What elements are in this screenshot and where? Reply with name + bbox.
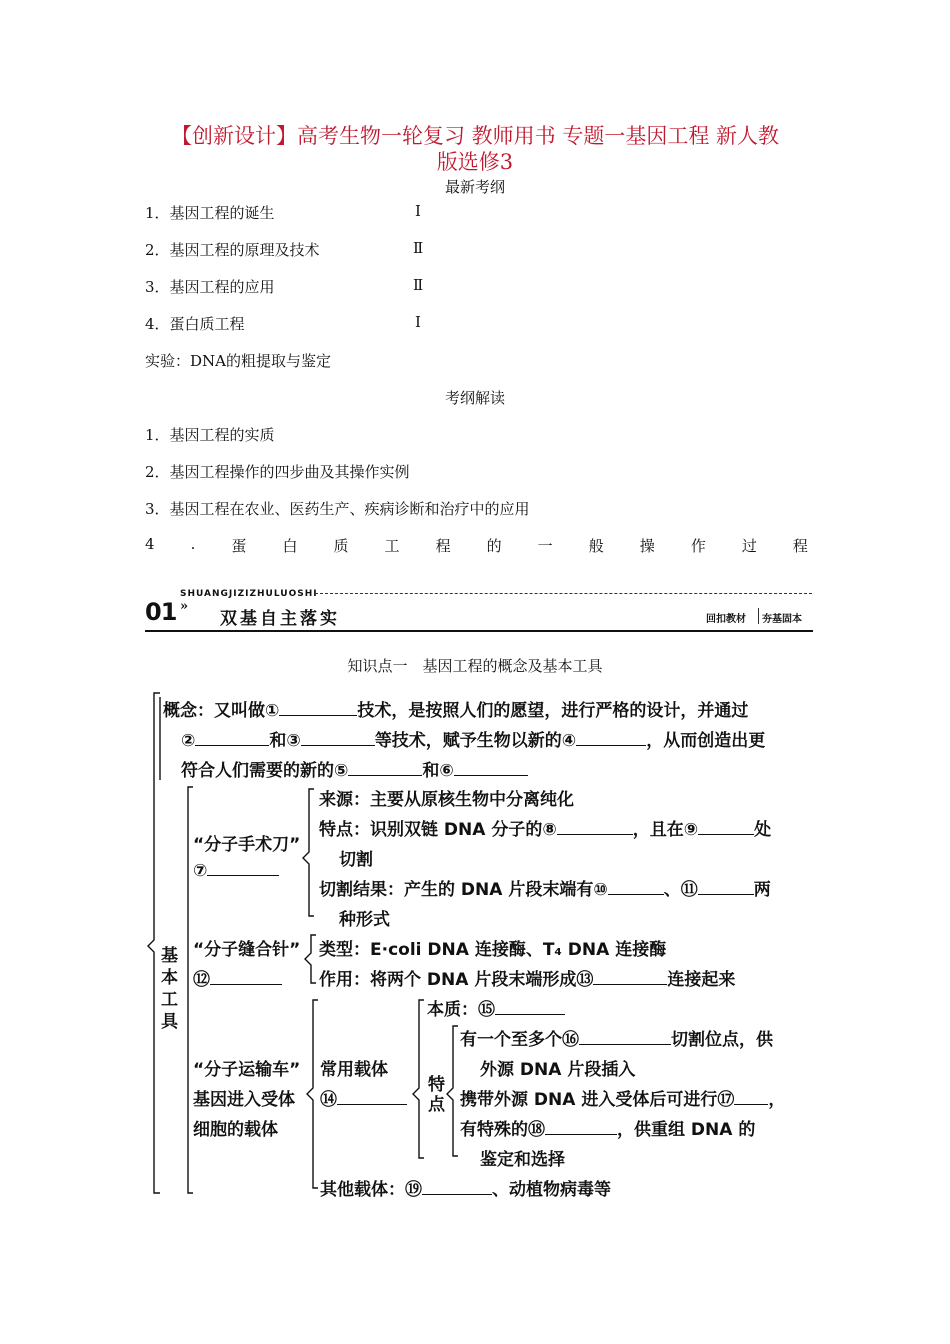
banner-arrow-icon: » (180, 599, 189, 614)
carrier-num: ⑭ (320, 1090, 337, 1110)
carrier-essence (427, 995, 565, 1020)
blank-11 (698, 879, 754, 895)
syllabus-item-2: 2．基因工程的原理及技术 (145, 241, 320, 259)
carrier-text: 切割位点，供 (671, 1030, 773, 1050)
concept-line-2 (181, 726, 765, 751)
concept-text: ② (181, 731, 196, 751)
carrier-label-2: 基因进入受体 (193, 1090, 295, 1110)
blank-10 (608, 879, 664, 895)
blank-4 (576, 730, 646, 746)
item4-char: 程 (792, 537, 808, 555)
item4-char: . (190, 535, 196, 553)
scissors-source: 来源：主要从原核生物中分离纯化 (319, 790, 574, 810)
interpretation-item-1: 1．基因工程的实质 (145, 426, 275, 444)
item4-char: 作 (690, 537, 706, 555)
blank-15 (495, 999, 565, 1015)
blank-7 (207, 860, 279, 876)
banner-title: 双基自主落实 (220, 609, 340, 629)
syllabus-level-1: Ⅰ (415, 202, 421, 220)
blank-12 (210, 969, 282, 985)
knowledge-point-heading: 知识点一 基因工程的概念及基本工具 (347, 657, 603, 675)
carrier-text: ， (768, 1090, 786, 1110)
carrier-text: 本质：⑮ (427, 1000, 495, 1020)
needle-label: “分子缝合针” (193, 940, 301, 960)
carrier-text: 其他载体：⑲ (320, 1180, 422, 1200)
scissors-text: 、⑪ (663, 880, 698, 900)
feature-1 (460, 1025, 773, 1050)
scissors-num: ⑦ (193, 861, 208, 881)
scissors-text: ，且在⑨ (632, 820, 699, 840)
concept-text: 概念：又叫做① (163, 701, 280, 721)
blank-14 (337, 1089, 407, 1105)
carrier-label-3: 细胞的载体 (193, 1120, 278, 1140)
scissors-feature-cont: 切割 (339, 850, 373, 870)
scissors-result (319, 875, 771, 900)
other-carriers (320, 1175, 611, 1200)
scissors-text: 处 (754, 820, 772, 840)
blank-18 (545, 1119, 617, 1135)
blank-13 (593, 969, 667, 985)
syllabus-item-3: 3．基因工程的应用 (145, 278, 275, 296)
concept-text: 符合人们需要的新的⑤ (181, 761, 349, 781)
syllabus-level-4: Ⅰ (415, 313, 421, 331)
scissors-text: 特点：识别双链 DNA 分子的⑧ (319, 820, 557, 840)
basic-tools-label: 基本工具 (161, 946, 178, 1032)
needle-text: 连接起来 (667, 970, 736, 990)
item4-char: 程 (435, 537, 451, 555)
item4-char: 的 (486, 537, 502, 555)
syllabus-level-2: Ⅱ (413, 239, 424, 257)
item4-char: 质 (333, 537, 349, 555)
item4-char: 白 (282, 537, 298, 555)
syllabus-item-4: 4．蛋白质工程 (145, 315, 245, 333)
syllabus-heading: 最新考纲 (444, 178, 505, 196)
carrier-label-1: “分子运输车” (193, 1060, 301, 1080)
document-title-line1: 【创新设计】高考生物一轮复习 教师用书 专题一基因工程 新人教 (170, 124, 780, 148)
blank-1 (279, 700, 357, 716)
feature-2 (460, 1085, 785, 1110)
needle-function (319, 965, 735, 990)
concept-line-1 (163, 696, 748, 721)
interpretation-heading: 考纲解读 (444, 389, 505, 407)
banner-right-2: 夯基固本 (762, 614, 802, 625)
feature-3 (460, 1115, 755, 1140)
item4-char: 般 (588, 537, 604, 555)
item4-char: 工 (384, 537, 400, 555)
feature-1-cont: 外源 DNA 片段插入 (480, 1060, 636, 1080)
needle-text: 作用：将两个 DNA 片段末端形成⑬ (319, 970, 594, 990)
banner-pinyin: SHUANGJIZIZHULUOSHI (180, 589, 318, 599)
blank-3 (301, 730, 375, 746)
interpretation-item-3: 3．基因工程在农业、医药生产、疾病诊断和治疗中的应用 (145, 500, 530, 518)
scissors-label: “分子手术刀” (193, 835, 301, 855)
concept-text: 和③ (269, 731, 301, 751)
concept-text: 和⑥ (422, 761, 454, 781)
blank-5 (348, 760, 422, 776)
carrier-text: 携带外源 DNA 进入受体后可进行⑰ (460, 1090, 735, 1110)
item4-char: 蛋 (231, 537, 247, 555)
syllabus-level-3: Ⅱ (413, 276, 424, 294)
scissors-text: 切割结果：产生的 DNA 片段末端有⑩ (319, 880, 608, 900)
carrier-text: ，供重组 DNA 的 (617, 1120, 756, 1140)
blank-8 (557, 819, 633, 835)
needle-num: ⑫ (193, 970, 210, 990)
needle-num-line (193, 965, 282, 990)
blank-9 (698, 819, 754, 835)
concept-text: ，从而创造出更 (646, 731, 766, 751)
scissors-result-cont: 种形式 (339, 910, 390, 930)
item4-char: 操 (639, 537, 655, 555)
scissors-text: 两 (753, 880, 771, 900)
document-title-line2: 版选修3 (436, 150, 514, 174)
banner-number: 01 (145, 598, 177, 626)
item4-char: 过 (741, 537, 757, 555)
scissors-num-line (193, 860, 279, 881)
carrier-text: 、动植物病毒等 (492, 1180, 611, 1200)
feature-3-cont: 鉴定和选择 (480, 1150, 565, 1170)
concept-text: 技术，是按照人们的愿望，进行严格的设计，并通过 (357, 701, 749, 721)
concept-line-3 (181, 756, 528, 781)
concept-text: 等技术，赋予生物以新的④ (374, 731, 577, 751)
experiment-line: 实验：DNA的粗提取与鉴定 (145, 352, 331, 370)
scissors-feature (319, 815, 771, 840)
blank-16 (579, 1029, 671, 1045)
blank-2 (195, 730, 269, 746)
common-carrier-num-line (320, 1085, 407, 1110)
carrier-text: 有特殊的⑱ (460, 1120, 545, 1140)
banner-right-1: 回扣教材 (706, 614, 746, 625)
blank-6 (454, 760, 528, 776)
interpretation-item-2: 2．基因工程操作的四步曲及其操作实例 (145, 463, 410, 481)
item4-char: 一 (537, 537, 553, 555)
item4-char: 4 (145, 535, 155, 553)
blank-19 (422, 1179, 492, 1195)
needle-type: 类型：E·coli DNA 连接酶、T₄ DNA 连接酶 (319, 940, 667, 960)
features-label: 特点 (428, 1075, 445, 1115)
syllabus-item-1: 1．基因工程的诞生 (145, 204, 275, 222)
common-carrier-label: 常用载体 (320, 1060, 388, 1080)
blank-17 (734, 1089, 768, 1105)
carrier-text: 有一个至多个⑯ (460, 1030, 579, 1050)
